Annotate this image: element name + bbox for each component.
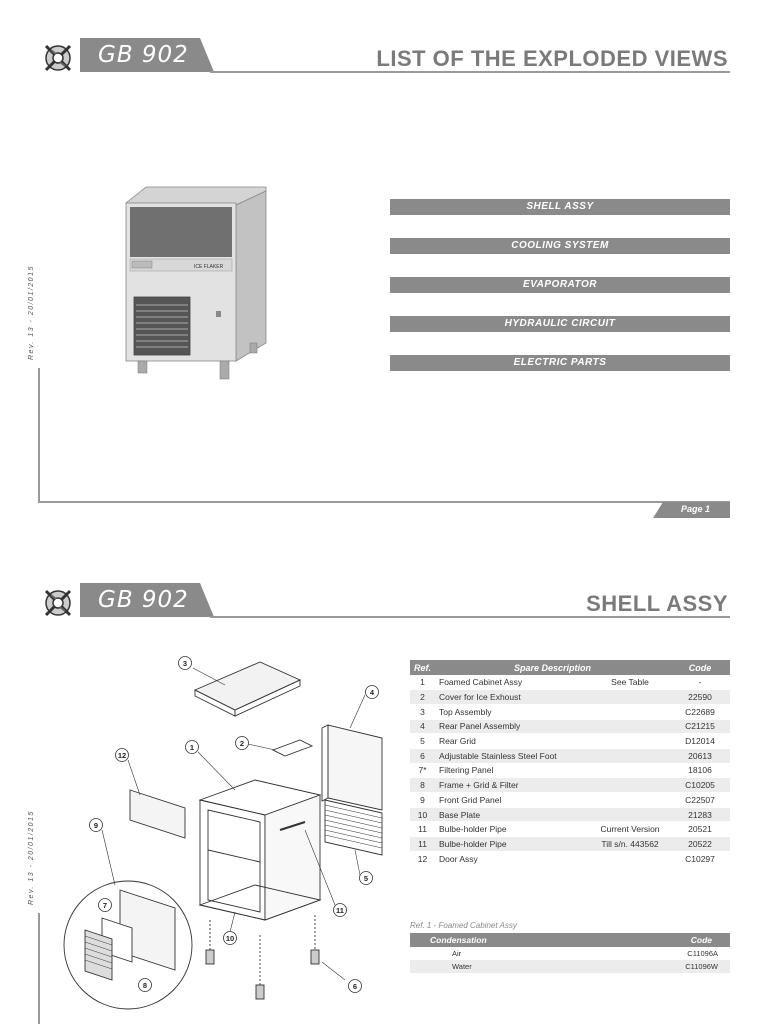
cell-note — [590, 763, 670, 778]
table-row — [410, 778, 730, 793]
cell-ref: 3 — [410, 704, 435, 719]
model-tab — [80, 583, 214, 617]
cell-code: C11096W — [607, 960, 730, 973]
callout-10: 10 — [225, 934, 235, 943]
cell-code: C22689 — [670, 704, 730, 719]
cell-desc: Adjustable Stainless Steel Foot — [435, 748, 590, 763]
sub-header-row — [410, 933, 730, 947]
table-row — [410, 734, 730, 749]
cell-desc: Bulbe-holder Pipe — [435, 837, 590, 852]
cell-desc: Top Assembly — [435, 704, 590, 719]
table-row — [410, 851, 730, 866]
machine-label: ICE FLAKER — [194, 264, 224, 270]
cell-note — [590, 778, 670, 793]
table-row — [410, 704, 730, 719]
table-row — [410, 748, 730, 763]
cell-desc: Bulbe-holder Pipe — [435, 822, 590, 837]
frame-bottom-line — [38, 501, 730, 503]
table-header-row — [410, 660, 730, 675]
frame-left-line — [38, 913, 40, 1024]
cell-code: C11096A — [687, 949, 718, 958]
cell-note: Current Version — [590, 822, 670, 837]
exploded-view-diagram — [60, 650, 400, 1024]
callout-5: 5 — [363, 874, 369, 883]
cell-desc: Frame + Grid & Filter — [435, 778, 590, 793]
cell-ref: 8 — [410, 778, 435, 793]
callout-4: 4 — [369, 688, 375, 697]
cell-code: - — [670, 675, 730, 690]
cell-code: C22507 — [670, 793, 730, 808]
callout-6: 6 — [352, 982, 358, 991]
model-tab — [80, 38, 214, 72]
cell-code: 20521 — [670, 822, 730, 837]
table-row — [410, 837, 730, 852]
cell-note — [590, 690, 670, 705]
table-row — [410, 793, 730, 808]
cell-note: Till s/n. 443562 — [590, 837, 670, 852]
callout-9: 9 — [93, 821, 99, 830]
table-row — [410, 719, 730, 734]
table-row — [410, 675, 730, 690]
frame-left-line — [38, 368, 40, 502]
cell-ref: 9 — [410, 793, 435, 808]
cell-desc: Base Plate — [435, 807, 590, 822]
callout-2: 2 — [239, 739, 245, 748]
menu-hydraulic-circuit[interactable]: HYDRAULIC CIRCUIT — [390, 316, 730, 332]
cell-ref: 6 — [410, 748, 435, 763]
cell-code: C10297 — [670, 851, 730, 866]
callout-12: 12 — [117, 751, 127, 760]
page-title: LIST OF THE EXPLODED VIEWS — [376, 46, 728, 71]
cell-ref: 5 — [410, 734, 435, 749]
cell-note: See Table — [590, 675, 670, 690]
brand-logo-icon — [40, 40, 76, 76]
cell-desc: Cover for Ice Exhoust — [435, 690, 590, 705]
cell-desc: Filtering Panel — [435, 763, 590, 778]
cell-note — [590, 734, 670, 749]
cell-desc: Rear Panel Assembly — [435, 719, 590, 734]
cell-code: 22590 — [670, 690, 730, 705]
cell-desc: Rear Grid — [435, 734, 590, 749]
sub-table-title: Ref. 1 - Foamed Cabinet Assy — [410, 921, 517, 930]
cell-code: 20522 — [670, 837, 730, 852]
header-condensation: Condensation — [410, 933, 607, 947]
cell-desc: Foamed Cabinet Assy — [435, 675, 590, 690]
cell-cond: Water — [410, 960, 607, 973]
cell-ref: 2 — [410, 690, 435, 705]
cell-ref: 7* — [410, 763, 435, 778]
callout-11: 11 — [336, 906, 344, 915]
cell-note — [590, 793, 670, 808]
callout-1: 1 — [189, 743, 195, 752]
cell-note — [590, 748, 670, 763]
revision-label: Rev. 13 - 20/01/2015 — [28, 810, 35, 905]
cell-cond: Air — [452, 949, 462, 958]
page-number-tab — [653, 502, 730, 518]
table-row — [410, 807, 730, 822]
brand-logo-icon — [40, 585, 76, 621]
cell-ref: 11 — [410, 837, 435, 852]
cell-code: D12014 — [670, 734, 730, 749]
table-row — [410, 763, 730, 778]
model-name: GB 902 — [98, 587, 189, 613]
revision-label: Rev. 13 - 20/01/2015 — [28, 265, 35, 360]
menu-cooling-system[interactable]: COOLING SYSTEM — [390, 238, 730, 254]
callout-7: 7 — [102, 901, 108, 910]
cell-note — [590, 851, 670, 866]
spare-parts-table — [410, 660, 730, 866]
cell-ref: 1 — [410, 675, 435, 690]
header-sub-code: Code — [607, 933, 730, 947]
callout-3: 3 — [182, 659, 188, 668]
cell-note — [590, 719, 670, 734]
table-row — [410, 960, 730, 973]
model-name: GB 902 — [98, 42, 189, 68]
cell-ref: 10 — [410, 807, 435, 822]
cell-desc: Door Assy — [435, 851, 590, 866]
cell-note — [590, 807, 670, 822]
header-ref: Ref. — [410, 660, 435, 675]
table-row — [410, 822, 730, 837]
cell-code: C21215 — [670, 719, 730, 734]
callout-8: 8 — [142, 981, 148, 990]
header-desc: Spare Description — [435, 660, 670, 675]
page-shell-assy — [0, 565, 768, 1024]
cell-code: C10205 — [670, 778, 730, 793]
cell-desc: Front Grid Panel — [435, 793, 590, 808]
cell-code: 20613 — [670, 748, 730, 763]
page-number: Page 1 — [680, 504, 710, 514]
header-code: Code — [670, 660, 730, 675]
table-row — [410, 947, 730, 960]
cabinet-variants-table — [410, 933, 730, 973]
ice-flaker-machine-image — [120, 183, 270, 383]
cell-code: 21283 — [670, 807, 730, 822]
menu-shell-assy[interactable]: SHELL ASSY — [390, 199, 730, 215]
cell-ref: 12 — [410, 851, 435, 866]
cell-ref: 11 — [410, 822, 435, 837]
page-title: SHELL ASSY — [586, 591, 728, 616]
cell-note — [590, 704, 670, 719]
table-row — [410, 690, 730, 705]
menu-electric-parts[interactable]: ELECTRIC PARTS — [390, 355, 730, 371]
menu-evaporator[interactable]: EVAPORATOR — [390, 277, 730, 293]
cell-ref: 4 — [410, 719, 435, 734]
cell-code: 18106 — [670, 763, 730, 778]
